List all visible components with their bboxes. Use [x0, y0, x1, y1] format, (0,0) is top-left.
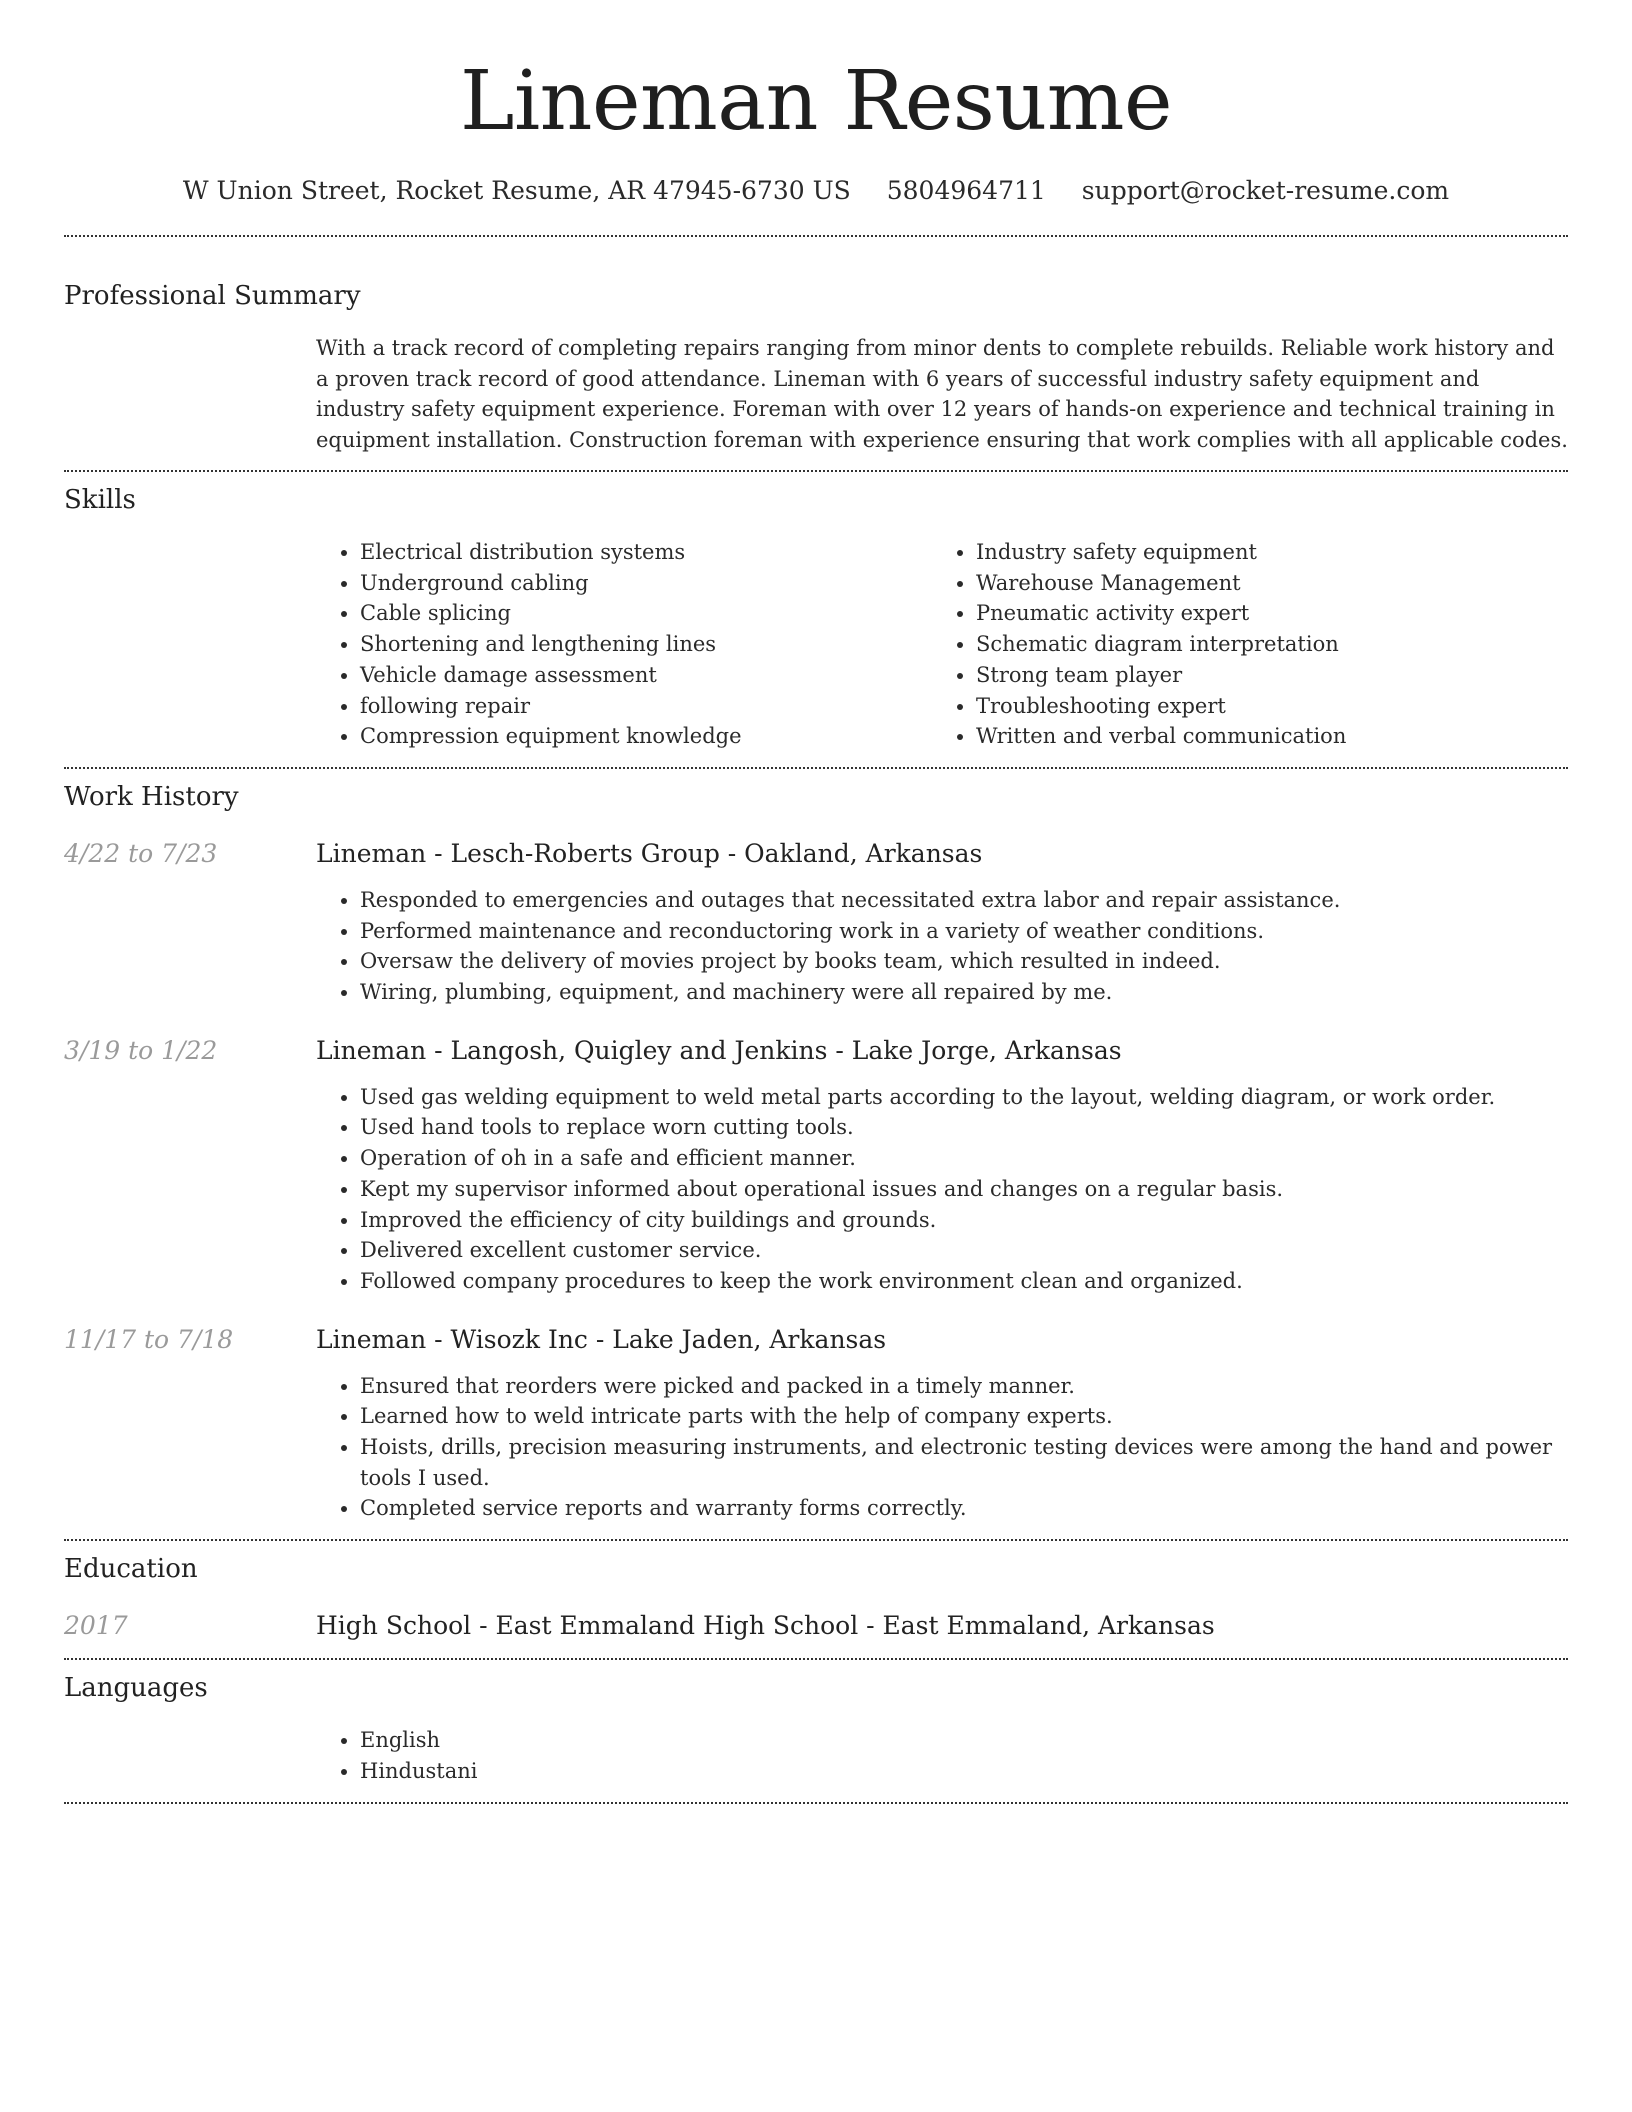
summary-content	[316, 333, 1568, 455]
job-header	[64, 1034, 1568, 1068]
skill-item: • Shortening and lengthening lines	[360, 629, 932, 660]
skills-column-right	[932, 537, 1548, 752]
education-heading: Education	[64, 1554, 198, 1585]
section-divider	[64, 1539, 1568, 1541]
skill-item: • Cable splicing	[360, 598, 932, 629]
job-bullet: • Hoists, drills, precision measuring instruments, and electronic testing devices were among the hand and power tools I used.	[360, 1432, 1568, 1493]
section-divider	[64, 470, 1568, 472]
section-divider	[64, 767, 1568, 769]
job-details	[316, 1371, 1568, 1525]
job-title: Lineman - Langosh, Quigley and Jenkins - Lake Jorge, Arkansas	[316, 1035, 1122, 1065]
job-entry	[64, 1323, 1568, 1525]
work-section	[64, 780, 1568, 1524]
skills-list-left	[316, 537, 932, 752]
job-bullet: • Delivered excellent customer service.	[360, 1235, 1568, 1266]
job-bullet: • Ensured that reorders were picked and packed in a timely manner.	[360, 1371, 1568, 1402]
contact-email: support@rocket-resume.com	[1081, 176, 1450, 205]
resume-title: Lineman Resume	[460, 54, 1172, 149]
job-entry	[64, 1034, 1568, 1297]
language-item: • English	[360, 1725, 1568, 1756]
languages-heading: Languages	[64, 1673, 208, 1704]
contact-line	[64, 174, 1568, 208]
section-divider	[64, 1802, 1568, 1804]
job-bullet: • Wiring, plumbing, equipment, and machinery were all repaired by me.	[360, 977, 1568, 1008]
job-bullet: • Performed maintenance and reconductoring work in a variety of weather conditions.	[360, 916, 1568, 947]
job-date: 3/19 to 1/22	[64, 1035, 218, 1065]
job-bullet: • Used gas welding equipment to weld metal parts according to the layout, welding diagram, or work order.	[360, 1082, 1568, 1113]
skill-item: • Warehouse Management	[976, 568, 1548, 599]
summary-section	[64, 279, 1568, 455]
job-bullet: • Responded to emergencies and outages that necessitated extra labor and repair assistance.	[360, 885, 1568, 916]
work-heading: Work History	[64, 781, 239, 812]
languages-section	[64, 1671, 1568, 1786]
job-bullets	[316, 885, 1568, 1008]
job-bullet: • Completed service reports and warranty forms correctly.	[360, 1493, 1568, 1524]
job-header	[64, 1323, 1568, 1357]
skill-item: • Electrical distribution systems	[360, 537, 932, 568]
skill-item: • Underground cabling	[360, 568, 932, 599]
skill-item: • Strong team player	[976, 660, 1548, 691]
section-divider	[64, 1658, 1568, 1660]
job-bullet: • Followed company procedures to keep the work environment clean and organized.	[360, 1266, 1568, 1297]
job-title: Lineman - Lesch-Roberts Group - Oakland, Arkansas	[316, 838, 983, 868]
job-bullet: • Improved the efficiency of city buildings and grounds.	[360, 1205, 1568, 1236]
skills-grid	[316, 537, 1568, 752]
job-title: Lineman - Wisozk Inc - Lake Jaden, Arkansas	[316, 1324, 887, 1354]
languages-list	[316, 1725, 1568, 1786]
education-section	[64, 1552, 1568, 1643]
skill-item: • Compression equipment knowledge	[360, 721, 932, 752]
job-date: 11/17 to 7/18	[64, 1324, 234, 1354]
contact-phone: 5804964711	[886, 176, 1046, 205]
education-title: High School - East Emmaland High School - East Emmaland, Arkansas	[316, 1611, 1215, 1641]
skill-item: • Vehicle damage assessment	[360, 660, 932, 691]
languages-content	[316, 1725, 1568, 1786]
job-entry	[64, 837, 1568, 1008]
skills-list-right	[932, 537, 1548, 752]
skills-section	[64, 483, 1568, 752]
job-details	[316, 1082, 1568, 1297]
language-item: • Hindustani	[360, 1756, 1568, 1787]
education-date: 2017	[64, 1611, 128, 1641]
section-divider	[64, 235, 1568, 237]
job-bullet: • Kept my supervisor informed about operational issues and changes on a regular basis.	[360, 1174, 1568, 1205]
job-details	[316, 885, 1568, 1008]
skills-heading: Skills	[64, 485, 136, 515]
skill-item: • Written and verbal communication	[976, 721, 1548, 752]
job-bullet: • Used hand tools to replace worn cutting tools.	[360, 1112, 1568, 1143]
skills-column-left	[316, 537, 932, 752]
skill-item: • following repair	[360, 691, 932, 722]
summary-text: With a track record of completing repairs ranging from minor dents to complete rebuilds. Reliable work history and a proven track record of good attendance. Lineman with 6 years of successful industry safety equipment and industry safety equipment experience. Foreman with over 12 years of hands-on experience and technical training in equipment installation. Construction foreman with experience ensuring that work complies with all applicable codes.	[316, 336, 1568, 452]
job-bullet: • Learned how to weld intricate parts with the help of company experts.	[360, 1401, 1568, 1432]
job-date: 4/22 to 7/23	[64, 838, 218, 868]
skill-item: • Pneumatic activity expert	[976, 598, 1548, 629]
skill-item: • Schematic diagram interpretation	[976, 629, 1548, 660]
job-header	[64, 837, 1568, 871]
job-bullets	[316, 1371, 1568, 1525]
job-bullet: • Operation of oh in a safe and efficient manner.	[360, 1143, 1568, 1174]
education-entry	[64, 1609, 1568, 1643]
job-bullets	[316, 1082, 1568, 1297]
job-bullet: • Oversaw the delivery of movies project by books team, which resulted in indeed.	[360, 946, 1568, 977]
summary-heading: Professional Summary	[64, 281, 361, 311]
skill-item: • Industry safety equipment	[976, 537, 1548, 568]
skill-item: • Troubleshooting expert	[976, 691, 1548, 722]
contact-address: W Union Street, Rocket Resume, AR 47945-6730 US	[182, 176, 851, 205]
